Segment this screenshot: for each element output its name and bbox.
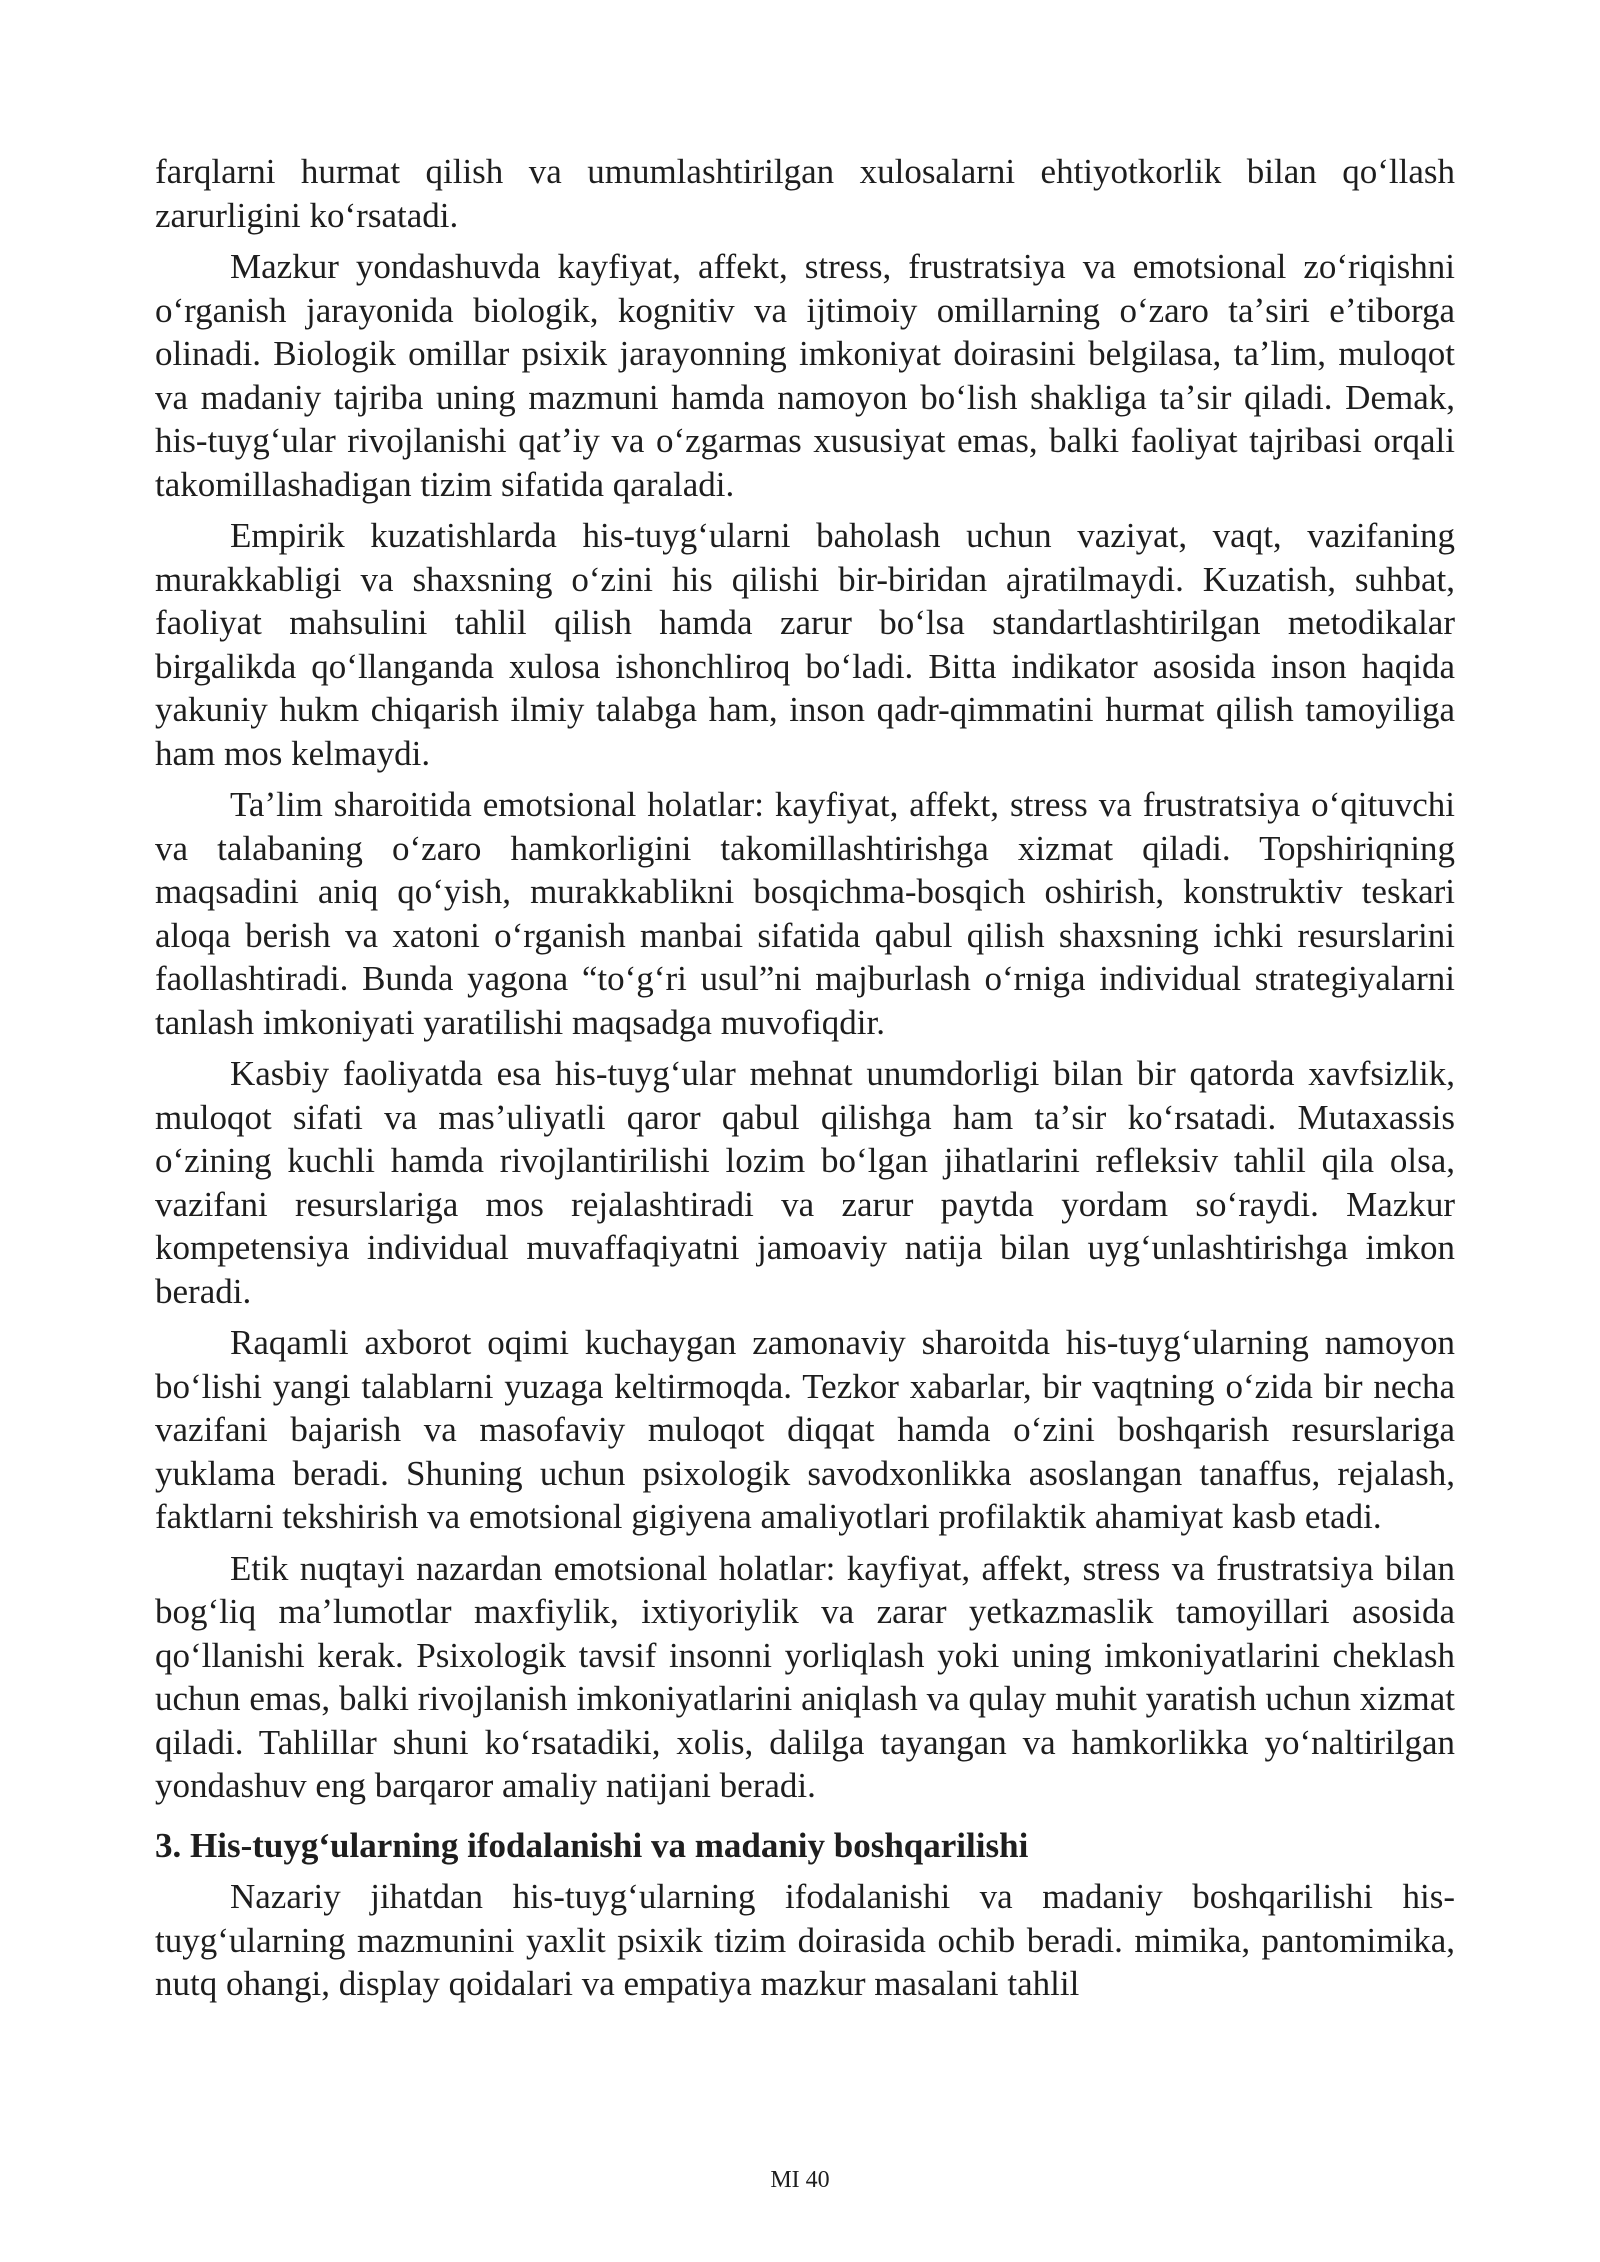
document-page <box>155 150 1455 2014</box>
paragraph: Kasbiy faoliyatda esa his-tuygʻular mehnat unumdorligi bilan bir qatorda xavfsizlik, muloqot sifati va masʼuliyatli qaror qabul qilishga ham taʼsir koʻrsatadi. Mutaxassis oʻzining kuchli hamda rivojlantirilishi lozim boʻlgan jihatlarini refleksiv tahlil qila olsa, vazifani resurslariga mos rejalashtiradi va zarur paytda yordam soʻraydi. Mazkur kompetensiya individual muvaffaqiyatni jamoaviy natija bilan uygʻunlashtirishga imkon beradi. <box>155 1054 1455 1311</box>
paragraph: Nazariy jihatdan his-tuygʻularning ifodalanishi va madaniy boshqarilishi his-tuygʻularning mazmunini yaxlit psixik tizim doirasida ochib beradi. mimika, pantomimika, nutq ohangi, display qoidalari va empatiya mazkur masalani tahlil <box>155 1877 1455 2003</box>
paragraph: Mazkur yondashuvda kayfiyat, affekt, stress, frustratsiya va emotsional zoʻriqishni oʻrganish jarayonida biologik, kognitiv va ijtimoiy omillarning oʻzaro taʼsiri eʼtiborga olinadi. Biologik omillar psixik jarayonning imkoniyat doirasini belgilasa, taʼlim, muloqot va madaniy tajriba uning mazmuni hamda namoyon boʻlish shakliga taʼsir qiladi. Demak, his-tuygʻular rivojlanishi qatʼiy va oʻzgarmas xususiyat emas, balki faoliyat tajribasi orqali takomillashadigan tizim sifatida qaraladi. <box>155 247 1455 504</box>
page-number: MI 40 <box>770 2167 830 2193</box>
paragraph: Empirik kuzatishlarda his-tuygʻularni baholash uchun vaziyat, vaqt, vazifaning murakkabligi va shaxsning oʻzini his qilishi bir-biridan ajratilmaydi. Kuzatish, suhbat, faoliyat mahsulini tahlil qilish hamda zarur boʻlsa standartlashtirilgan metodikalar birgalikda qoʻllanganda xulosa ishonchliroq boʻladi. Bitta indikator asosida inson haqida yakuniy hukm chiqarish ilmiy talabga ham, inson qadr-qimmatini hurmat qilish tamoyiliga ham mos kelmaydi. <box>155 516 1455 773</box>
paragraph: Etik nuqtayi nazardan emotsional holatlar: kayfiyat, affekt, stress va frustratsiya bilan bogʻliq maʼlumotlar maxfiylik, ixtiyoriylik va zarar yetkazmaslik tamoyillari asosida qoʻllanishi kerak. Psixologik tavsif insonni yorliqlash yoki uning imkoniyatlarini cheklash uchun emas, balki rivojlanish imkoniyatlarini aniqlash va qulay muhit yaratish uchun xizmat qiladi. Tahlillar shuni koʻrsatadiki, xolis, dalilga tayangan va hamkorlikka yoʻnaltirilgan yondashuv eng barqaror amaliy natijani beradi. <box>155 1548 1455 1805</box>
paragraph: Taʼlim sharoitida emotsional holatlar: kayfiyat, affekt, stress va frustratsiya oʻqituvchi va talabaning oʻzaro hamkorligini takomillashtirishga xizmat qiladi. Topshiriqning maqsadini aniq qoʻyish, murakkablikni bosqichma-bosqich oshirish, konstruktiv teskari aloqa berish va xatoni oʻrganish manbai sifatida qabul qilish shaxsning ichki resurslarini faollashtiradi. Bunda yagona “toʻgʻri usul”ni majburlash oʻrniga individual strategiyalarni tanlash imkoniyati yaratilishi maqsadga muvofiqdir. <box>155 785 1455 1042</box>
paragraph: Raqamli axborot oqimi kuchaygan zamonaviy sharoitda his-tuygʻularning namoyon boʻlishi yangi talablarni yuzaga keltirmoqda. Tezkor xabarlar, bir vaqtning oʻzida bir necha vazifani bajarish va masofaviy muloqot diqqat hamda oʻzini boshqarish resurslariga yuklama beradi. Shuning uchun psixologik savodxonlikka asoslangan tanaffus, rejalash, faktlarni tekshirish va emotsional gigiyena amaliyotlari profilaktik ahamiyat kasb etadi. <box>155 1323 1455 1536</box>
section-heading: 3. His-tuygʻularning ifodalanishi va madaniy boshqarilishi <box>155 1825 1029 1865</box>
paragraph-continuation: farqlarni hurmat qilish va umumlashtirilgan xulosalarni ehtiyotkorlik bilan qoʻllash zarurligini koʻrsatadi. <box>155 152 1455 235</box>
